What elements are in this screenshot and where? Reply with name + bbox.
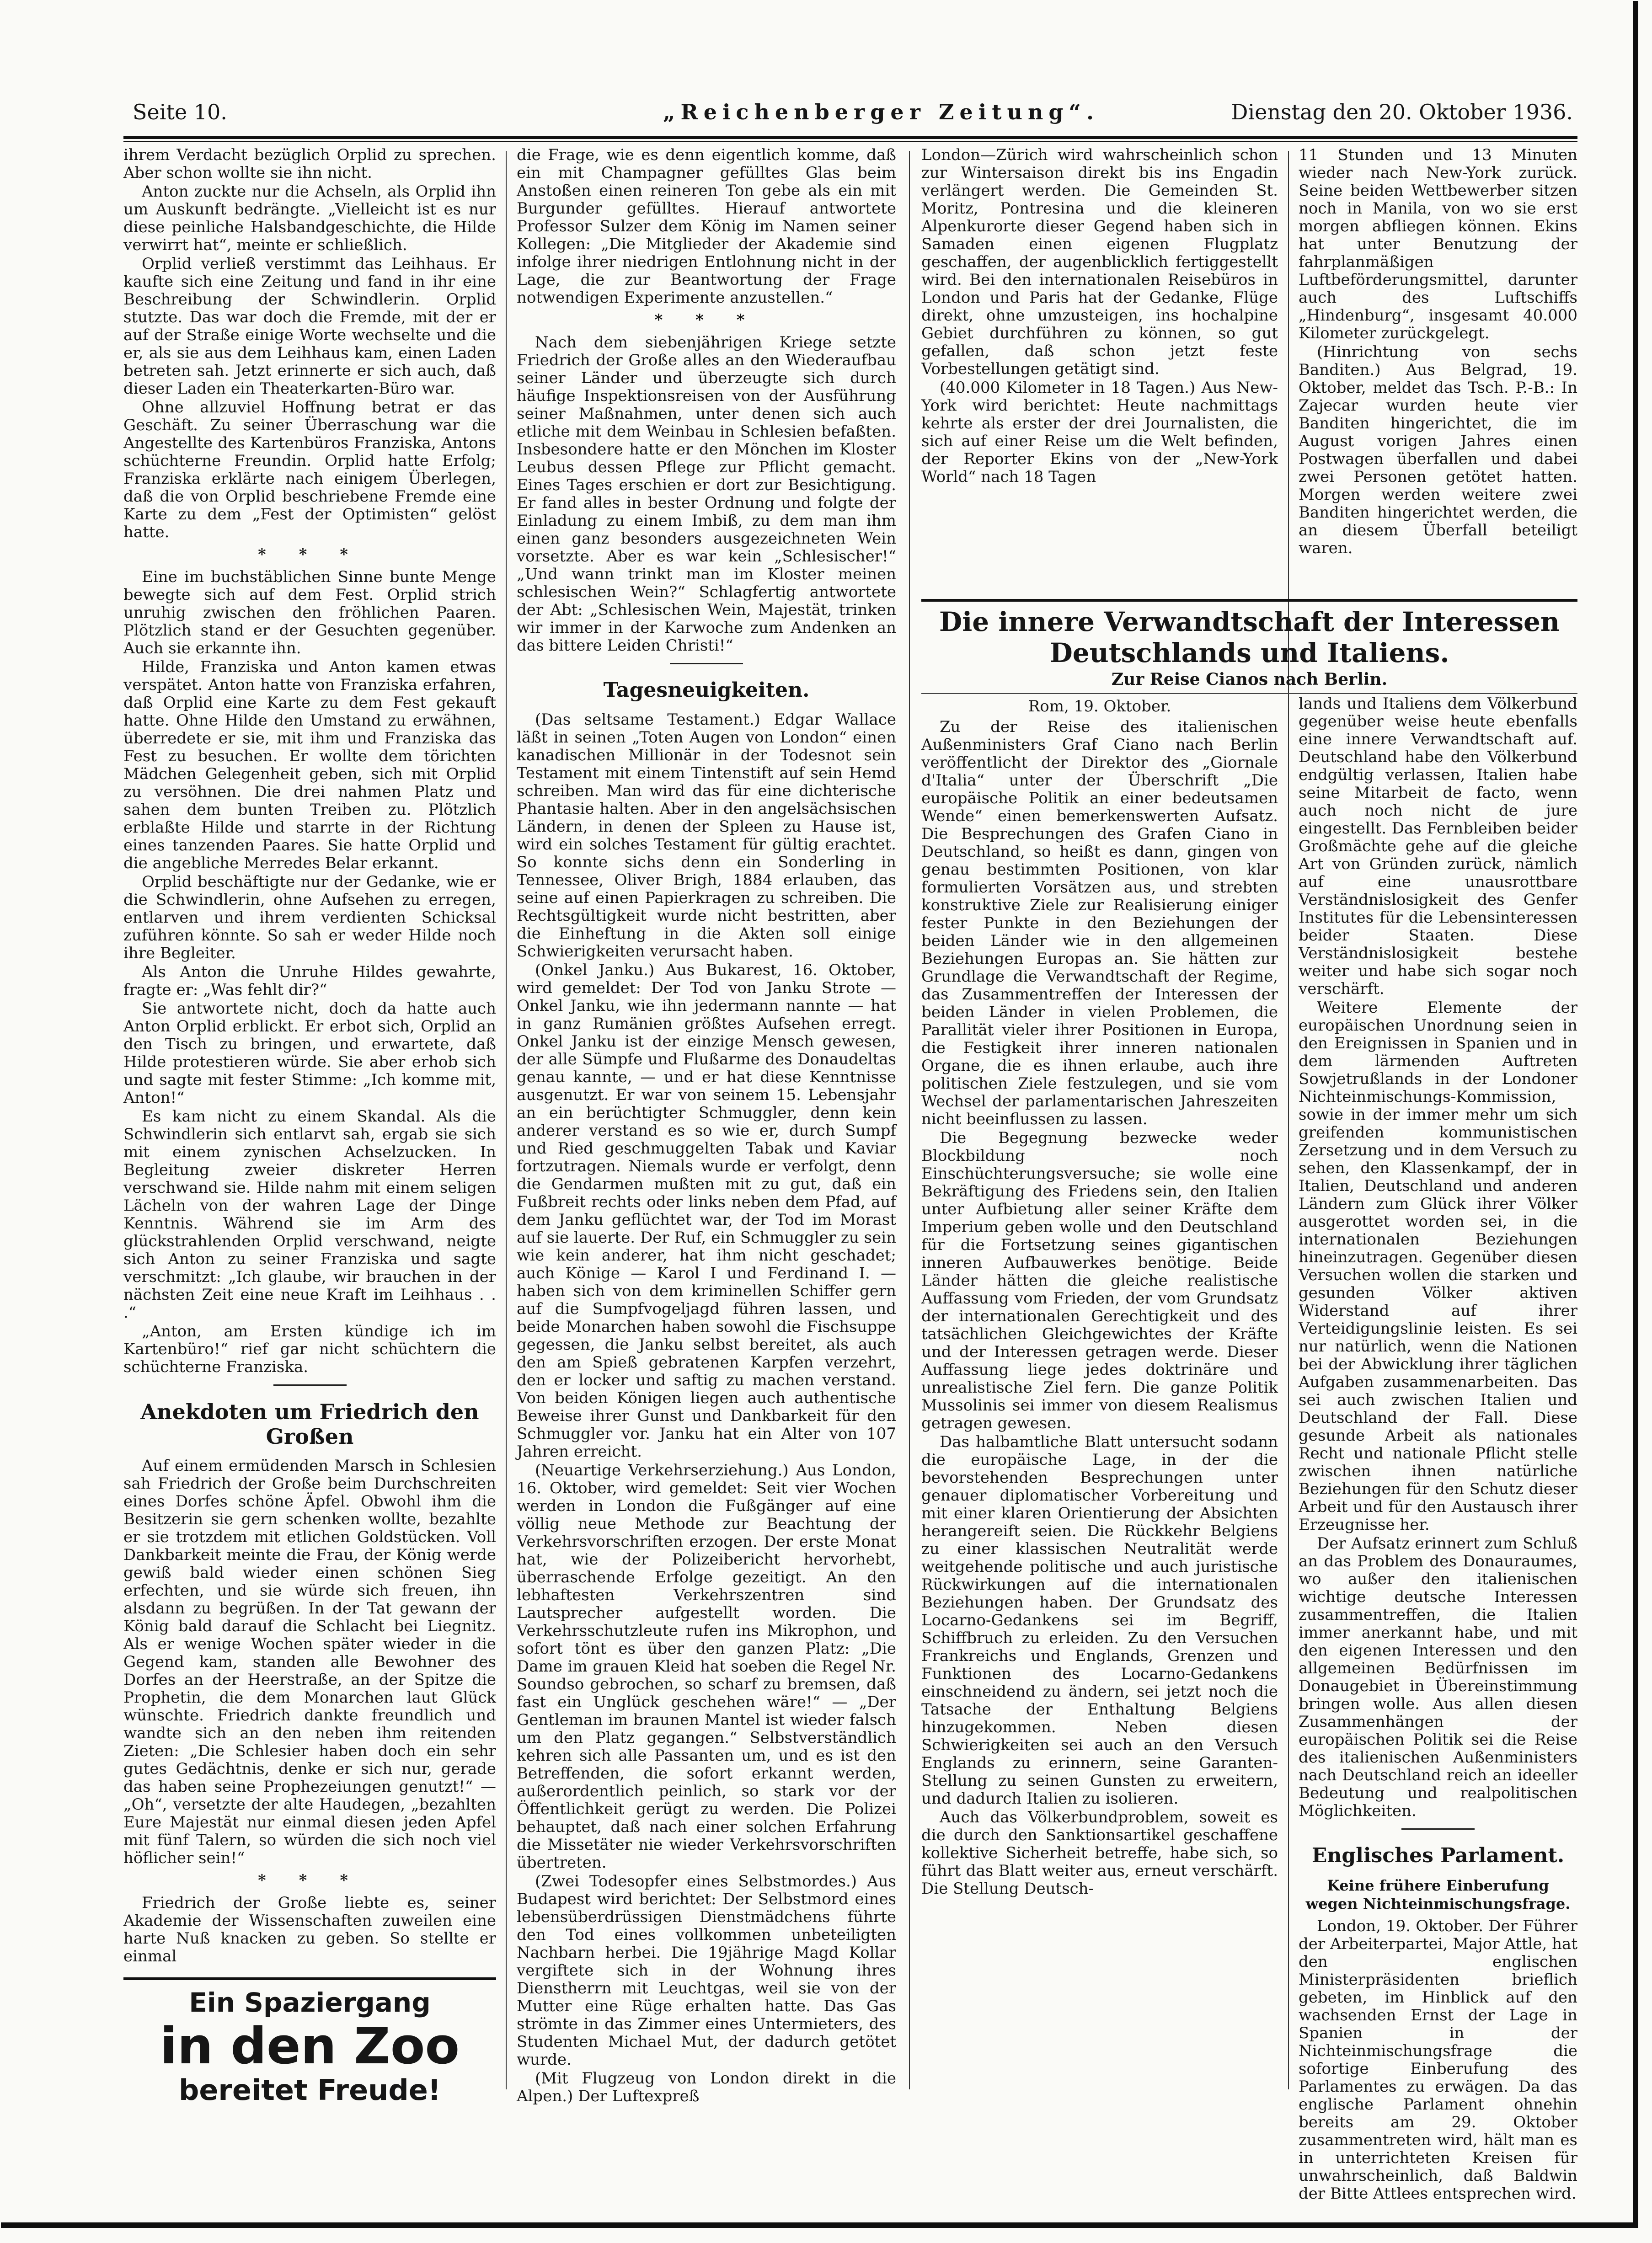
ad-line-2: in den Zoo <box>160 2017 460 2075</box>
news-item: (Hinrichtung von sechs Banditen.) Aus Belgrad, 19. Oktober, meldet das Tsch. P.-B.: In Zajecar wurden heute vier Banditen hingerichtet, die im August vorigen Jahres einen Postwagen überfallen und dabei zwei Personen getötet hatten. Morgen werden weitere zwei Banditen hingerichtet werden, die an diesem Überfall beteiligt waren. <box>1299 343 1577 557</box>
newspaper-title: „Reichenberger Zeitung“. <box>663 100 1100 124</box>
column-1 <box>123 146 496 2107</box>
article-text: Das halbamtliche Blatt untersucht sodann die europäische Lage, in der die bevorstehenden Besprechungen unter genauer diplomatischer Vorbereitung und mit einer klaren Orientierung der Absichten herangereift seien. Die Rückkehr Belgiens zu einer klassischen Neutralität werde weitgehende politische und auch juristische Rückwirkungen auf die internationalen Beziehungen haben. Der Grundsatz des Locarno-Gedankens sei im Begriff, Schiffbruch zu erleiden. Zu den Versuchen Frankreichs und Englands, Grenzen und Funktionen des Locarno-Gedankens einschneidend zu ändern, sei jetzt noch die Tatsache der Enthaltung Belgiens hinzugekommen. Neben diesen Schwierigkeiten sei auch an den Versuch Englands zu erinnern, seine Garanten-Stellung zu seinen Gunsten zu erweitern, und dadurch Italien zu isolieren. <box>921 1433 1278 1808</box>
news-item: (40.000 Kilometer in 18 Tagen.) Aus New-York wird berichtet: Heute nachmittags kehrte als erster der drei Journalisten, die sich auf einer Reise um die Welt befinden, der Reporter Ekins von der „New-York World“ nach 18 Tagen <box>921 379 1278 486</box>
page-number: Seite 10. <box>133 100 227 124</box>
short-rule <box>1401 1828 1475 1830</box>
news-item: (Zwei Todesopfer eines Selbstmordes.) Aus Budapest wird berichtet: Der Selbstmord eines lebensüberdrüssigen Dienstmädchens führte den Tod eines vollkommen unbeteiligten Nachbarn herbei. Die 19jährige Magd Kollar vergiftete sich in der Wohnung ihres Dienstherrn mit Leuchtgas, weil sie von der Mutter eine Rüge erhalten hatte. Das Gas strömte in das Zimmer eines Untermieters, des Studenten Michael Mut, der dadurch getötet wurde. <box>517 1872 896 2069</box>
news-item: London—Zürich wird wahrscheinlich schon zur Wintersaison direkt bis ins Engadin verlängert werden. Die Gemeinden St. Moritz, Pontresina und die kleineren Alpenkurorte dieser Gegend haben sich in Samaden einen eigenen Flugplatz geschaffen, der augenblicklich fertiggestellt wird. Bei den internationalen Reisebüros in London und Paris hat der Gedanke, Flüge direkt, ohne umzusteigen, ins hochalpine Gebiet durchführen zu können, so gut gefallen, daß schon jetzt feste Vorbestellungen getätigt sind. <box>921 146 1278 378</box>
article-text: Die Begegnung bezwecke weder Blockbildung noch Einschüchterungsversuche; sie wolle eine Bekräftigung des Friedens sein, den Italien unter Aufbietung aller seiner Kräfte dem Imperium geben wolle und den Deutschland für die Fortsetzung seines gigantischen inneren Aufbauwerkes benötige. Beide Länder hätten die gleiche realistische Auffassung vom Frieden, der vom Grundsatz der internationalen Gerechtigkeit und des tatsächlichen Gleichgewichtes der Kräfte und der Interessen getragen werde. Dieser Auffassung liege jedes doktrinäre und unrealistische Ziel fern. Die ganze Politik Mussolinis sei immer von diesem Realismus getragen gewesen. <box>921 1129 1278 1432</box>
article-text: Der Aufsatz erinnert zum Schluß an das Problem des Donauraumes, wo außer den italienischen wichtige deutsche Interessen zusammentreffen, die Italien immer anerkannt habe, und mit den eigenen Interessen und den allgemeinen Bedürfnissen im Donaugebiet in Übereinstimmung bringen wolle. Aus allen diesen Zusammenhängen der europäischen Politik sei die Reise des italienischen Außenministers nach Deutschland reich an ideeller Bedeutung und realpolitischen Möglichkeiten. <box>1299 1534 1577 1820</box>
column-3-main <box>921 695 1278 2103</box>
section-separator: * * * <box>654 311 759 329</box>
article-text: London, 19. Oktober. Der Führer der Arbeiterpartei, Major Attle, hat den englischen Ministerpräsidenten brieflich gebeten, im Hinblick auf den wachsenden Ernst der Lage in Spanien in der Nichteinmischungsfrage die sofortige Einberufung des Parlamentes zu erwägen. Da das englische Parlament ohnehin bereits am 29. Oktober zusammentreten wird, hält man es in unterrichteten Kreisen für unwahrscheinlich, daß Baldwin der Bitte Attlees entsprechen wird. <box>1299 1917 1577 2203</box>
page-header <box>123 96 1577 133</box>
column-4-top <box>1299 146 1577 594</box>
main-headline: Die innere Verwandtschaft der Interessen Deutschlands und Italiens. <box>939 606 1560 668</box>
article-text: lands und Italiens dem Völkerbund gegenüber weise heute ebenfalls eine innere Verwandtschaft auf. Deutschland habe den Völkerbund endgültig verlassen, Italien habe seine Mitarbeit de facto, wenn auch noch nicht de jure eingestellt. Das Fernbleiben beider Großmächte gehe auf die gleiche Art von Gründen zurück, nämlich auf eine unausrottbare Verständnislosigkeit des Genfer Institutes für die Lebensinteressen beider Staaten. Diese Verständnislosigkeit bestehe weiter und habe sich sogar noch verschärft. <box>1299 694 1577 998</box>
story-text: Anton zuckte nur die Achseln, als Orplid ihn um Auskunft bedrängte. „Vielleicht ist es nur diese peinliche Halsbandgeschichte, die Hilde verwirrt hat“, meinte er schließlich. <box>123 182 496 254</box>
article-text: Nach dem siebenjährigen Kriege setzte Friedrich der Große alles an den Wiederaufbau seiner Länder und überzeugte sich durch häufige Inspektionsreisen von der Ausführung seiner Maßnahmen, unter denen sich auch etliche mit dem Weinbau in Schlesien befaßten. Insbesondere hatte er den Mönchen im Kloster Leubus dessen Pflege zur Pflicht gemacht. Eines Tages erschien er dort zur Besichtigung. Er fand alles in bester Ordnung und folgte der Einladung zu einem Imbiß, zu dem man ihm einen ganz besonders ausgezeichneten Wein vorsetzte. Aber es war kein „Schlesischer!“ „Und wann trinkt man im Kloster meinen schlesischen Wein?“ Schlagfertig antwortete der Abt: „Schlesischen Wein, Majestät, trinken wir immer in der Karwoche zum Andenken an das bittere Leiden Christi!“ <box>517 333 896 655</box>
article-text: die Frage, wie es denn eigentlich komme, daß ein mit Champagner gefülltes Glas beim Anstoßen einen reineren Ton gebe als ein mit Burgunder gefülltes. Hierauf antwortete Professor Sulzer dem König im Namen seiner Kollegen: „Die Mitglieder der Akademie sind infolge ihrer niedrigen Entlohnung nicht in der Lage, die zur Beantwortung der Frage notwendigen Experimente anzustellen.“ <box>517 146 896 307</box>
article-text: Zu der Reise des italienischen Außenministers Graf Ciano nach Berlin veröffentlicht der Direktor des „Giornale d'Italia“ unter der Überschrift „Die europäische Politik an einer bedeutsamen Wende“ einen bemerkenswerten Aufsatz. Die Besprechungen des Grafen Ciano in Deutschland, so heißt es dann, gingen von genau bestimmten Positionen, von klar formulierten Vorsätzen aus, und strebten konstruktive Ziele zur Realisierung einiger fester Punkte in den Beziehungen der beiden Länder wie in den allgemeinen Beziehungen Europas an. Sie hätten zur Grundlage die Verwandtschaft der Regime, das Zusammentreffen der Interessen der beiden Länder in vielen Problemen, die Parallität vieler ihrer Positionen in Europa, die Festigkeit ihrer inneren nationalen Organe, die es ihnen erlaube, auch ihre politischen Ziele festzulegen, und sie vom Wechsel der parlamentarischen Jahreszeiten nicht beeinflussen zu lassen. <box>921 718 1278 1128</box>
story-text: „Anton, am Ersten kündige ich im Kartenbüro!“ rief gar nicht schüchtern die schüchterne Franziska. <box>123 1322 496 1376</box>
column-3-top <box>921 146 1278 594</box>
section-separator: * * * <box>257 1871 362 1890</box>
story-text: Als Anton die Unruhe Hildes gewahrte, fragte er: „Was fehlt dir?“ <box>123 963 496 999</box>
story-text: Hilde, Franziska und Anton kamen etwas verspätet. Anton hatte von Franziska erfahren, daß Orplid eine Karte zu dem Fest gekauft hatte. Ohne Hilde den Umstand zu erwähnen, überredete er sie, mit ihm und Franziska das Fest zu besuchen. Er wollte dem törichten Mädchen Gelegenheit geben, sich mit Orplid zu versöhnen. Die drei nahmen Platz und sahen dem bunten Treiben zu. Plötzlich erblaßte Hilde und starrte in der Richtung eines tanzenden Paares. Sie hatte Orplid und die angebliche Merredes Belar erkannt. <box>123 658 496 872</box>
anekdoten-headline: Anekdoten um Friedrich den Großen <box>140 1399 479 1449</box>
news-item: (Neuartige Verkehrserziehung.) Aus London, 16. Oktober, wird gemeldet: Seit vier Wochen werden in London die Fußgänger auf eine völlig neue Methode zur Beachtung der Verkehrsvorschriften erzogen. Der erste Monat hat, wie der Polizeibericht hervorhebt, überraschende Erfolge gezeitigt. An den lebhaftesten Verkehrszentren sind Lautsprecher aufgestellt worden. Die Verkehrsschutzleute rufen ins Mikrophon, und sofort tönt es über den ganzen Platz: „Die Dame im grauen Kleid hat soeben die Regel Nr. Soundso gebrochen, so scharf zu bremsen, daß fast ein Unglück geschehen wäre!“ — „Der Gentleman im braunen Mantel ist wieder falsch um den Platz gegangen.“ Selbstverständlich kehren sich alle Passanten um, und es ist den Betreffenden, die sofort erkannt werden, außerordentlich peinlich, so stark vor der Öffentlichkeit gerügt zu werden. Die Polizei behauptet, daß nach einer solchen Erfahrung die Missetäter nie wieder Verkehrsvorschriften übertreten. <box>517 1461 896 1872</box>
ad-line-3: bereitet Freude! <box>178 2073 441 2107</box>
tagesneuigkeiten-headline: Tagesneuigkeiten. <box>603 678 810 702</box>
parliament-subheadline: Keine frühere Einberufung wegen Nichteinmischungsfrage. <box>1305 1877 1571 1912</box>
article-text: Auch das Völkerbundproblem, soweit es die durch den Sanktionsartikel geschaffene kollektive Sicherheit betreffe, habe sich, so führt das Blatt weiter aus, erneut verschärft. Die Stellung Deutsch- <box>921 1808 1278 1898</box>
article-dateline: Rom, 19. Oktober. <box>1028 697 1171 716</box>
story-text: Eine im buchstäblichen Sinne bunte Menge bewegte sich auf dem Fest. Orplid strich unruhig zwischen den fröhlichen Paaren. Plötzlich stand er der Gesuchten gegenüber. Auch sie erkannte ihn. <box>123 568 496 657</box>
zoo-advertisement <box>123 1977 496 2107</box>
article-text: Weitere Elemente der europäischen Unordnung seien in den Ereignissen in Spanien und in dem lärmenden Auftreten Sowjetrußlands in der Londoner Nichteinmischungs-Kommission, sowie in der immer mehr um sich greifenden kommunistischen Zersetzung und in dem Versuch zu sehen, den Klassenkampf, der in Italien, Deutschland und anderen Ländern zum Glück ihrer Völker ausgerottet worden sei, in die internationalen Beziehungen hineinzutragen. Gegenüber diesen Versuchen wollen die starken und gesunden Völker aktiven Widerstand auf ihrer Verteidigungslinie leisten. Es sei nur natürlich, wenn die Nationen bei der Abwicklung ihrer täglichen Aufgaben zusammenarbeiten. Das sei auch zwischen Italien und Deutschland der Fall. Diese gesunde Arbeit als nationales Recht und nationale Pflicht stelle zwischen ihnen natürliche Beziehungen für den Schutz dieser Arbeit und für den Austausch ihrer Erzeugnisse her. <box>1299 999 1577 1534</box>
header-rule <box>123 136 1577 142</box>
column-divider <box>506 151 507 2089</box>
news-item: (Das seltsame Testament.) Edgar Wallace läßt in seinen „Toten Augen von London“ einen kanadischen Millionär in der Todesnot sein Testament mit einem Tintenstift auf sein Hemd schreiben. Man wird das für eine dichterische Phantasie halten. Aber in den angelsächsischen Ländern, in denen der Spleen zu Hause ist, wird ein solches Testament für gültig erachtet. So konnte sichs denn ein Sonderling in Tennessee, Oliver Brigh, 1884 erlauben, das seine auf einen Papierkragen zu schreiben. Die Rechtsgültigkeit wurde nicht bestritten, aber die Einheftung in die Akten soll einige Schwierigkeiten verursacht haben. <box>517 710 896 961</box>
short-rule <box>670 663 743 664</box>
section-separator: * * * <box>257 545 362 564</box>
parliament-headline: Englisches Parlament. <box>1311 1844 1565 1867</box>
column-divider <box>1288 151 1289 2089</box>
news-item: (Onkel Janku.) Aus Bukarest, 16. Oktober, wird gemeldet: Der Tod von Janku Strote — Onkel Janku, wie ihn jedermann nannte — hat in ganz Rumänien größtes Aufsehen erregt. Onkel Janku ist der einzige Mensch gewesen, der alle Sümpfe und Flußarme des Donaudeltas genau kannte, — und er hat diese Kenntnisse ausgenutzt. Er war von seinem 15. Lebensjahr an ein berüchtigter Schmuggler, denn kein anderer verstand es so wie er, durch Sumpf und Ried geschmuggelten Tabak und Kaviar fortzutragen. Niemals wurde er verfolgt, denn die Gendarmen mußten mit zu gut, daß ein Fußbreit rechts oder links neben dem Pfad, auf dem Janku geflüchtet war, der Tod im Morast auf sie lauerte. Der Ruf, ein Schmuggler zu sein wie kein anderer, hat ihm nicht geschadet; auch Könige — Karol I und Ferdinand I. — haben sich von dem kriminellen Schiffer gern auf die Sumpfvogeljagd führen lassen, und beide Monarchen haben sowohl die Fischsuppe gegessen, die Janku selbst bereitet, als auch den am Spieß gebratenen Karpfen verzehrt, den er locker und saftig zu machen verstand. Von beiden Königen liegen auch authentische Beweise ihrer Gunst und Dankbarkeit für den Schmuggler vor. Janku hat ein Alter von 107 Jahren erreicht. <box>517 961 896 1461</box>
issue-date: Dienstag den 20. Oktober 1936. <box>1231 100 1573 124</box>
story-text: Sie antwortete nicht, doch da hatte auch Anton Orplid erblickt. Er erbot sich, Orplid an den Tisch zu bringen, und erwartete, daß Hilde protestieren würde. Sie aber erhob sich und sagte mit fester Stimme: „Ich komme mit, Anton!“ <box>123 999 496 1107</box>
column-divider <box>909 151 910 2089</box>
short-rule <box>273 1384 347 1386</box>
news-item: (Mit Flugzeug von London direkt in die Alpen.) Der Luftexpreß <box>517 2069 896 2105</box>
article-text: Friedrich der Große liebte es, seiner Akademie der Wissenschaften zuweilen eine harte Nuß knacken zu geben. So stellte er einmal <box>123 1894 496 1965</box>
ad-line-1: Ein Spaziergang <box>189 1987 431 2018</box>
column-2 <box>517 146 896 2103</box>
page-content <box>123 82 1577 2203</box>
news-item: 11 Stunden und 13 Minuten wieder nach New-York zurück. Seine beiden Wettbewerber sitzen noch in Manila, von wo sie erst morgen abfliegen können. Ekins hat unter Benutzung der fahrplanmäßigen Luftbeförderungsmittel, darunter auch des Luftschiffs „Hindenburg“, insgesamt 40.000 Kilometer zurückgelegt. <box>1299 146 1577 342</box>
story-text: Orplid verließ verstimmt das Leihhaus. Er kaufte sich eine Zeitung und fand in ihr eine Beschreibung der Schwindlerin. Orplid stutzte. Das war doch die Fremde, mit der er auf der Straße einige Worte wechselte und die er, als sie aus dem Leihhaus kam, einen Laden betreten sah. Jetzt erinnerte er sich auch, daß dieser Laden ein Theaterkarten-Büro war. <box>123 255 496 398</box>
story-text: Es kam nicht zu einem Skandal. Als die Schwindlerin sich entlarvt sah, ergab sie sich mit einem zynischen Achselzucken. In Begleitung zweier diskreter Herren verschwand sie. Hilde nahm mit einem seligen Lächeln von der wahren Lage der Dinge Kenntnis. Während sie im Arm des glückstrahlenden Orplid verschwand, neigte sich Anton zu seiner Franziska und sagte verschmitzt: „Ich glaube, wir brauchen in der nächsten Zeit eine neue Kraft im Leihhaus . . .“ <box>123 1107 496 1322</box>
story-text: ihrem Verdacht bezüglich Orplid zu sprechen. Aber schon wollte sie ihn nicht. <box>123 146 496 182</box>
column-4-main <box>1299 694 1577 2203</box>
main-headline-banner <box>921 599 1577 694</box>
story-text: Ohne allzuviel Hoffnung betrat er das Geschäft. Zu seiner Überraschung war die Angestellte des Kartenbüros Franziska, Antons schüchterne Freundin. Orplid hatte Erfolg; Franziska erklärte nach einigem Überlegen, daß die von Orplid beschriebene Fremde eine Karte zu dem „Fest der Optimisten“ gelöst hatte. <box>123 398 496 541</box>
main-subheadline: Zur Reise Cianos nach Berlin. <box>1111 670 1388 689</box>
article-text: Auf einem ermüdenden Marsch in Schlesien sah Friedrich der Große beim Durchschreiten eines Dorfes schöne Äpfel. Obwohl ihm die Besitzerin sie gern schenken wollte, bezahlte er sie trotzdem mit etlichen Goldstücken. Voll Dankbarkeit meinte die Frau, der König werde gewiß bald wieder einen schönen Sieg erfechten, und sie würde sich freuen, ihn alsdann zu begrüßen. In der Tat gewann der König bald darauf die Schlacht bei Liegnitz. Als er wenige Wochen später wieder in die Gegend kam, standen alle Bewohner des Dorfes an der Heerstraße, an der Spitze die Prophetin, die dem Monarchen laut Glück wünschte. Friedrich dankte freundlich und wandte sich an den neben ihm reitenden Zieten: „Die Schlesier haben doch ein sehr gutes Gedächtnis, denke er sich nur, gerade das haben seine Prophezeiungen genutzt!“ — „Oh“, versetzte der alte Haudegen, „bezahlten Eure Majestät nur einmal diesen jeden Apfel mit fünf Talern, so würden die sich noch viel höflicher sein!“ <box>123 1457 496 1867</box>
story-text: Orplid beschäftigte nur der Gedanke, wie er die Schwindlerin, ohne Aufsehen zu erregen, entlarven und ihrem verdienten Schicksal zuführen könnte. So sah er weder Hilde noch ihre Begleiter. <box>123 873 496 962</box>
